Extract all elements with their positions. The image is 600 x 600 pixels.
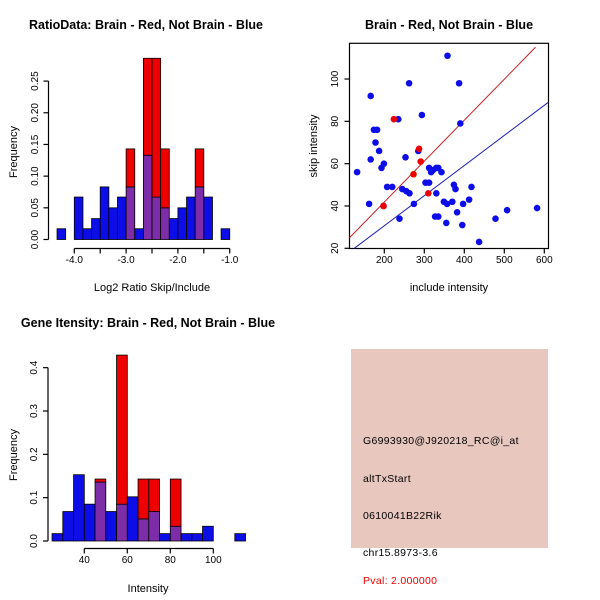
scatter-title: Brain - Red, Not Brain - Blue: [364, 18, 534, 32]
scatter-ylabel: skip intensity: [308, 114, 320, 178]
scatter-panel: [300, 0, 600, 300]
scatter-xlabel: include intensity: [409, 282, 489, 294]
ratio-histogram-plot: [30, 58, 239, 266]
pval-text: Pval: 2.000000: [363, 575, 438, 587]
svg-text:40: 40: [330, 200, 341, 212]
svg-text:200: 200: [375, 255, 393, 266]
svg-text:0.05: 0.05: [30, 198, 41, 218]
svg-text:500: 500: [495, 255, 513, 266]
svg-text:40: 40: [78, 555, 90, 566]
svg-text:60: 60: [121, 555, 133, 566]
gene-histogram-title: Gene Itensity: Brain - Red, Not Brain - Blue: [20, 316, 276, 330]
svg-text:100: 100: [330, 70, 341, 88]
ratio-histogram-ylabel: Frequency: [8, 126, 20, 178]
svg-text:80: 80: [164, 555, 176, 566]
gene-histogram-panel: [0, 300, 300, 600]
svg-text:0.4: 0.4: [29, 360, 40, 375]
svg-text:0.00: 0.00: [30, 229, 41, 250]
svg-text:20: 20: [330, 242, 341, 254]
svg-text:0.2: 0.2: [29, 447, 40, 462]
ratio-histogram-title: RatioData: Brain - Red, Not Brain - Blue: [28, 18, 264, 32]
svg-text:0.1: 0.1: [29, 490, 40, 505]
svg-text:0.25: 0.25: [30, 71, 41, 91]
gene-histogram-xlabel: Intensity: [127, 583, 169, 595]
svg-text:100: 100: [204, 555, 222, 566]
svg-text:60: 60: [330, 158, 341, 170]
svg-text:0.20: 0.20: [30, 103, 41, 123]
svg-text:0.15: 0.15: [30, 134, 41, 155]
gene-symbol-text: 0610041B22Rik: [363, 510, 442, 522]
location-text: chr15.8973-3.6: [363, 547, 438, 559]
ratio-histogram-xlabel: Log2 Ratio Skip/Include: [93, 282, 211, 294]
probe-id-text: G6993930@J920218_RC@i_at: [363, 435, 519, 447]
gene-histogram-ylabel: Frequency: [8, 429, 20, 481]
ratio-histogram-panel: [0, 0, 300, 300]
svg-text:80: 80: [330, 115, 341, 127]
svg-text:600: 600: [535, 255, 553, 266]
gene-histogram-plot: [29, 355, 246, 566]
svg-text:400: 400: [455, 255, 473, 266]
gene-info-box: [351, 349, 548, 587]
svg-text:-4.0: -4.0: [65, 255, 83, 266]
svg-text:0.3: 0.3: [29, 404, 40, 418]
svg-text:300: 300: [415, 255, 433, 266]
svg-text:-3.0: -3.0: [117, 255, 135, 266]
svg-text:-1.0: -1.0: [221, 255, 239, 266]
svg-text:0.10: 0.10: [30, 166, 41, 186]
scatter-plot: [330, 43, 553, 266]
svg-text:0.0: 0.0: [29, 534, 40, 548]
event-type-text: altTxStart: [363, 473, 411, 485]
svg-text:-2.0: -2.0: [169, 255, 187, 266]
